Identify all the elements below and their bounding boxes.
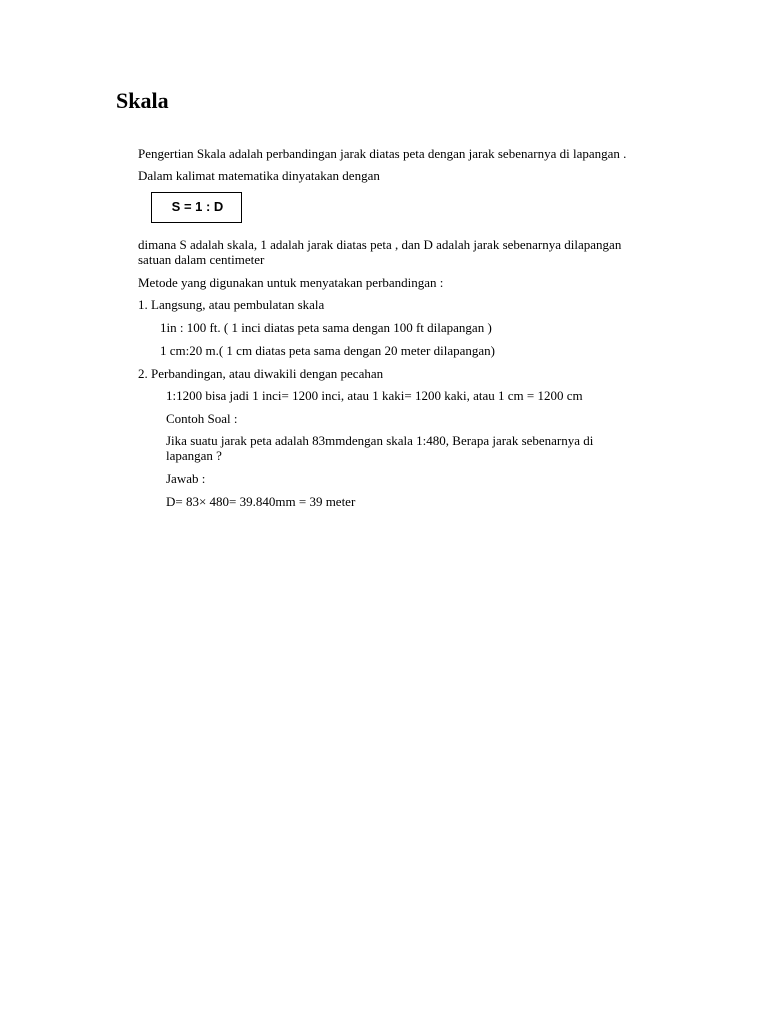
- page-title: Skala: [116, 88, 169, 113]
- formula-text: S = 1 : D: [171, 199, 224, 214]
- method-2-example: 1:1200 bisa jadi 1 inci= 1200 inci, atau 1 kaki= 1200 kaki, atau 1 cm = 1200 cm: [166, 388, 583, 403]
- math-statement-text: Dalam kalimat matematika dinyatakan dengan: [138, 168, 380, 183]
- method-1-title: 1. Langsung, atau pembulatan skala: [138, 297, 325, 312]
- methods-intro-text: Metode yang digunakan untuk menyatakan perbandingan :: [138, 275, 444, 290]
- formula-box: [151, 192, 242, 223]
- method-1-example-2: 1 cm:20 m.( 1 cm diatas peta sama dengan 20 meter dilapangan): [160, 343, 495, 358]
- method-1-example-1: 1in : 100 ft. ( 1 inci diatas peta sama dengan 100 ft dilapangan ): [160, 320, 492, 335]
- explanation-line-2: satuan dalam centimeter: [138, 252, 265, 267]
- definition-text: Pengertian Skala adalah perbandingan jarak diatas peta dengan jarak sebenarnya di lapangan .: [138, 146, 627, 161]
- answer-text: D= 83× 480= 39.840mm = 39 meter: [166, 494, 356, 509]
- question-line-1: Jika suatu jarak peta adalah 83mmdengan skala 1:480, Berapa jarak sebenarnya di: [166, 433, 594, 448]
- method-2-title: 2. Perbandingan, atau diwakili dengan pecahan: [138, 366, 384, 381]
- example-label: Contoh Soal :: [166, 411, 238, 426]
- answer-label: Jawab :: [166, 471, 206, 486]
- explanation-line-1: dimana S adalah skala, 1 adalah jarak diatas peta , dan D adalah jarak sebenarnya dilapangan: [138, 237, 622, 252]
- question-line-2: lapangan ?: [166, 448, 222, 463]
